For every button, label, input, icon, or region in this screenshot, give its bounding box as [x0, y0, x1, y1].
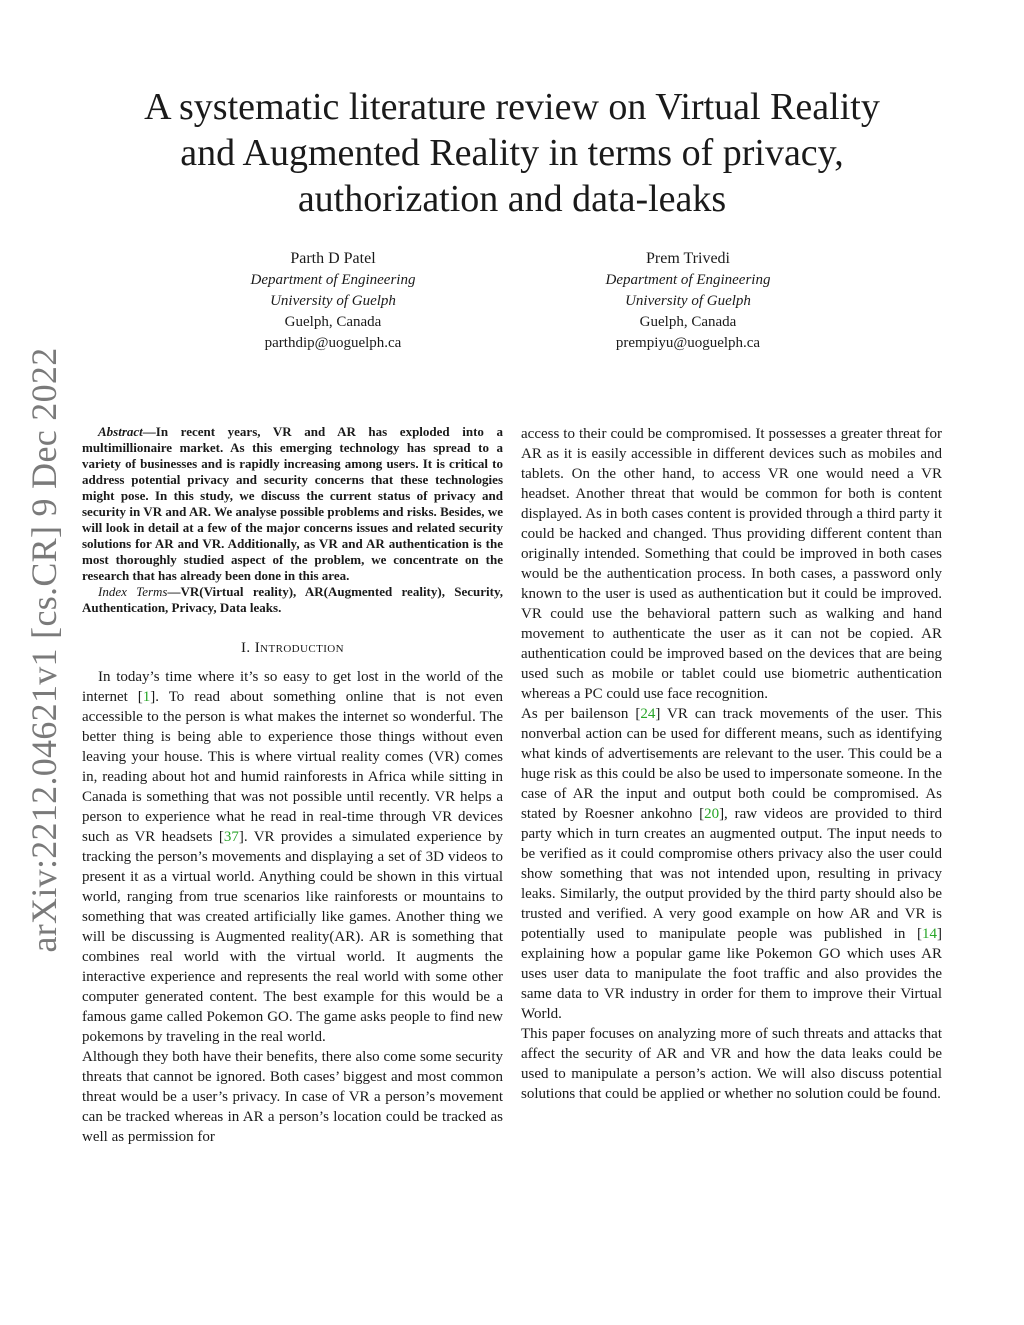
citation-link[interactable]: 24: [640, 706, 656, 722]
body-paragraph: access to their could be compromised. It possesses a greater threat for AR as it is easily accessible in different devices such as mobiles and tablets. On the other hand, to access VR one would need a VR headset. Another threat that would be common for both is content displayed. As in both cases content is provided through a third party it could be hacked and changed. Thus providing different content than originally intended. Something that could be improved in both cases would be the authentication process. In both cases, a password only known to the user is used as authentication but it could be improved. VR could use the behavioral pattern such as walking and hand movement to authenticate the user as it can not be copied. AR authentication could be improved based on the devices that are being used such as mobile or tablet could use biometric authentication whereas a PC could use face recognition.: [521, 426, 942, 702]
paragraph-text: In today’s time where it’s so easy to get lost in the world of the internet [: [82, 669, 503, 705]
body-paragraph: This paper focuses on analyzing more of such threats and attacks that affect the security of AR and VR and how the data leaks could be used to manipulate a person’s action. We will also discuss potential solutions that could be applied or whether no solution could be found.: [521, 1026, 942, 1102]
author-university: University of Guelph: [270, 293, 396, 309]
body-paragraph: [82, 667, 503, 1047]
body-paragraph: [521, 704, 942, 1024]
author-card: [518, 248, 858, 354]
paragraph-text: ] explaining how a popular game like Pokemon GO which uses AR uses user data to manipulate the foot traffic and also provides the same data to VR industry in order for them to improve their Virtual World.: [521, 926, 942, 1022]
paragraph-text: ]. VR provides a simulated experience by tracking the person’s movements and displaying a set of 3D videos to present it as a virtual world. Anything could be shown in this virtual world, ranging from true scenarios like rainforests or mountains to something that was created artificially like games. Another thing we will be discussing is Augmented reality(AR). AR is something that combines real world with the virtual world. It augments the interactive experience and represents the real world with some other computer generated content. The best example for this would be a famous game called Pokemon GO. The game asks people to find new pokemons by traveling in the real world.: [82, 829, 503, 1045]
arxiv-identifier-stamp[interactable]: arXiv:2212.04621v1 [cs.CR] 9 Dec 2022: [24, 347, 64, 953]
author-department: Department of Engineering: [605, 272, 771, 288]
author-email[interactable]: prempiyu@uoguelph.ca: [615, 335, 761, 351]
left-column: [82, 424, 503, 1147]
index-terms-text: —VR(Virtual reality), AR(Augmented reality), Security, Authentication, Privacy, Data leaks.: [82, 584, 503, 615]
paragraph-text: ] VR can track movements of the user. This nonverbal action can be used for different means, such as identifying what kinds of advertisements are relevant to the user. This could be a huge risk as this could be also be used to impersonate someone. In the case of AR the input and output both could be compromised. As stated by Roesner ankohno [: [521, 706, 943, 822]
citation-link[interactable]: 1: [142, 689, 151, 705]
index-terms-label: Index Terms: [98, 584, 168, 599]
paper-title: [100, 84, 924, 222]
author-name: Prem Trivedi: [645, 250, 730, 267]
right-column: [521, 424, 942, 1104]
title-line: and Augmented Reality in terms of privacy,: [180, 132, 844, 174]
author-name: Parth D Patel: [290, 250, 376, 267]
abstract-label: Abstract: [98, 424, 143, 439]
citation-link[interactable]: 20: [704, 806, 720, 822]
author-location: Guelph, Canada: [284, 314, 382, 330]
citation-link[interactable]: 14: [922, 926, 937, 942]
body-paragraph: Although they both have their benefits, there also come some security threats that cannot be ignored. Both cases’ biggest and most common threat would be a user’s privacy. In case of VR a person’s movement can be tracked whereas in AR a person’s location could be tracked as well as permission for: [82, 1049, 503, 1145]
section-number: I.: [241, 640, 251, 656]
author-university: University of Guelph: [625, 293, 751, 309]
section-heading: [82, 638, 503, 658]
index-terms: [82, 584, 503, 616]
abstract-text: —In recent years, VR and AR has exploded into a multimillionaire market. As this emerging technology has spread to a variety of businesses and is rapidly increasing among users. It is critical to address potential privacy and security concerns that these technologies might pose. In this study, we discuss the current status of privacy and security in VR and AR. We analyse possible problems and risks. Besides, we will look in detail at a few of the major concerns issues and related security solutions for AR and VR. Additionally, as VR and AR authentication is the most thoroughly studied aspect of the problem, we concentrate on the research that has already been done in this area.: [82, 424, 503, 583]
paragraph-text: As per bailenson [: [521, 706, 641, 722]
title-line: authorization and data-leaks: [297, 178, 727, 220]
author-department: Department of Engineering: [250, 272, 416, 288]
author-location: Guelph, Canada: [639, 314, 737, 330]
paragraph-text: ], raw videos are provided to third party which in turn creates an augmented output. The input needs to be verified as it could compromise others privacy also the user could show something that was not intended upon, resulting in privacy leaks. Similarly, the output provided by the third party should also be trusted and verified. A very good example on how AR and VR is potentially used to manipulate people was published in [: [521, 806, 942, 942]
section-title: Introduction: [254, 640, 344, 656]
abstract: [82, 424, 503, 584]
author-email[interactable]: parthdip@uoguelph.ca: [264, 335, 402, 351]
paragraph-text: ]. To read about something online that is not even accessible to the person is what makes the internet so wonderful. The better thing is being able to experience those things without even leaving your house. This is where virtual reality comes (VR) comes in, reading about hot and humid rainforests in Africa while sitting in Canada is something that was not possible until recently. VR helps a person to experience what he read in real-time through VR devices such as VR headsets [: [82, 689, 503, 845]
author-card: [163, 248, 503, 354]
title-line: A systematic literature review on Virtual Reality: [144, 86, 880, 128]
citation-link[interactable]: 37: [223, 829, 239, 845]
